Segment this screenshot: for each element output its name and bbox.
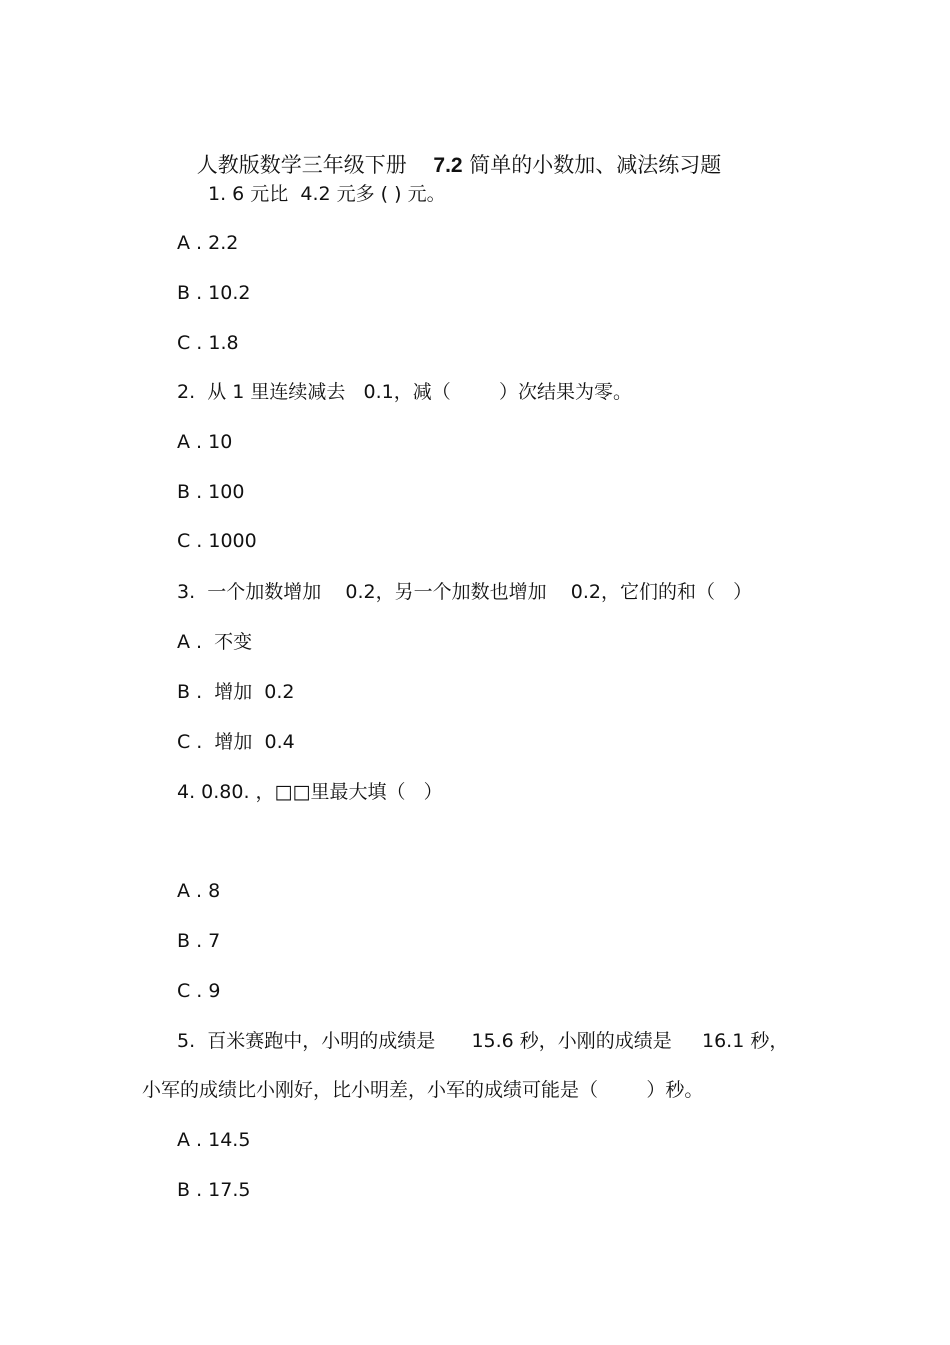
question-1-option-a: A . 2.2 xyxy=(177,232,239,254)
question-4-option-c: C . 9 xyxy=(177,980,221,1002)
question-5-stem-line-2: 小军的成绩比小刚好，比小明差，小军的成绩可能是（ ）秒。 xyxy=(142,1079,704,1101)
question-5-stem-line-1: 5. 百米赛跑中，小明的成绩是 15.6 秒，小刚的成绩是 16.1 秒， xyxy=(177,1030,789,1052)
question-1-option-b: B . 10.2 xyxy=(177,282,251,304)
question-2-option-a: A . 10 xyxy=(177,431,233,453)
question-5-option-a: A . 14.5 xyxy=(177,1129,251,1151)
question-3-option-b: B . 增加 0.2 xyxy=(177,681,295,703)
question-4-option-a: A . 8 xyxy=(177,880,221,902)
question-2-option-b: B . 100 xyxy=(177,481,245,503)
title-suffix: 简单的小数加、减法练习题 xyxy=(462,153,722,177)
question-2-stem: 2. 从 1 里连续减去 0.1，减（ ）次结果为零。 xyxy=(177,381,633,403)
question-3-option-a: A . 不变 xyxy=(177,631,253,653)
question-5-option-b: B . 17.5 xyxy=(177,1179,251,1201)
title-section-number: 7.2 xyxy=(433,154,463,177)
question-1-stem: 1. 6 元比 4.2 元多 ( ) 元。 xyxy=(208,183,446,205)
question-4-option-b: B . 7 xyxy=(177,930,221,952)
question-3-stem: 3. 一个加数增加 0.2，另一个加数也增加 0.2，它们的和（ ） xyxy=(177,581,753,603)
title-prefix: 人教版数学三年级下册 xyxy=(196,153,434,177)
question-3-option-c: C . 增加 0.4 xyxy=(177,731,295,753)
question-2-option-c: C . 1000 xyxy=(177,530,257,552)
question-1-option-c: C . 1.8 xyxy=(177,332,239,354)
question-4-stem: 4. 0.80. ，□□里最大填（ ） xyxy=(177,781,443,803)
